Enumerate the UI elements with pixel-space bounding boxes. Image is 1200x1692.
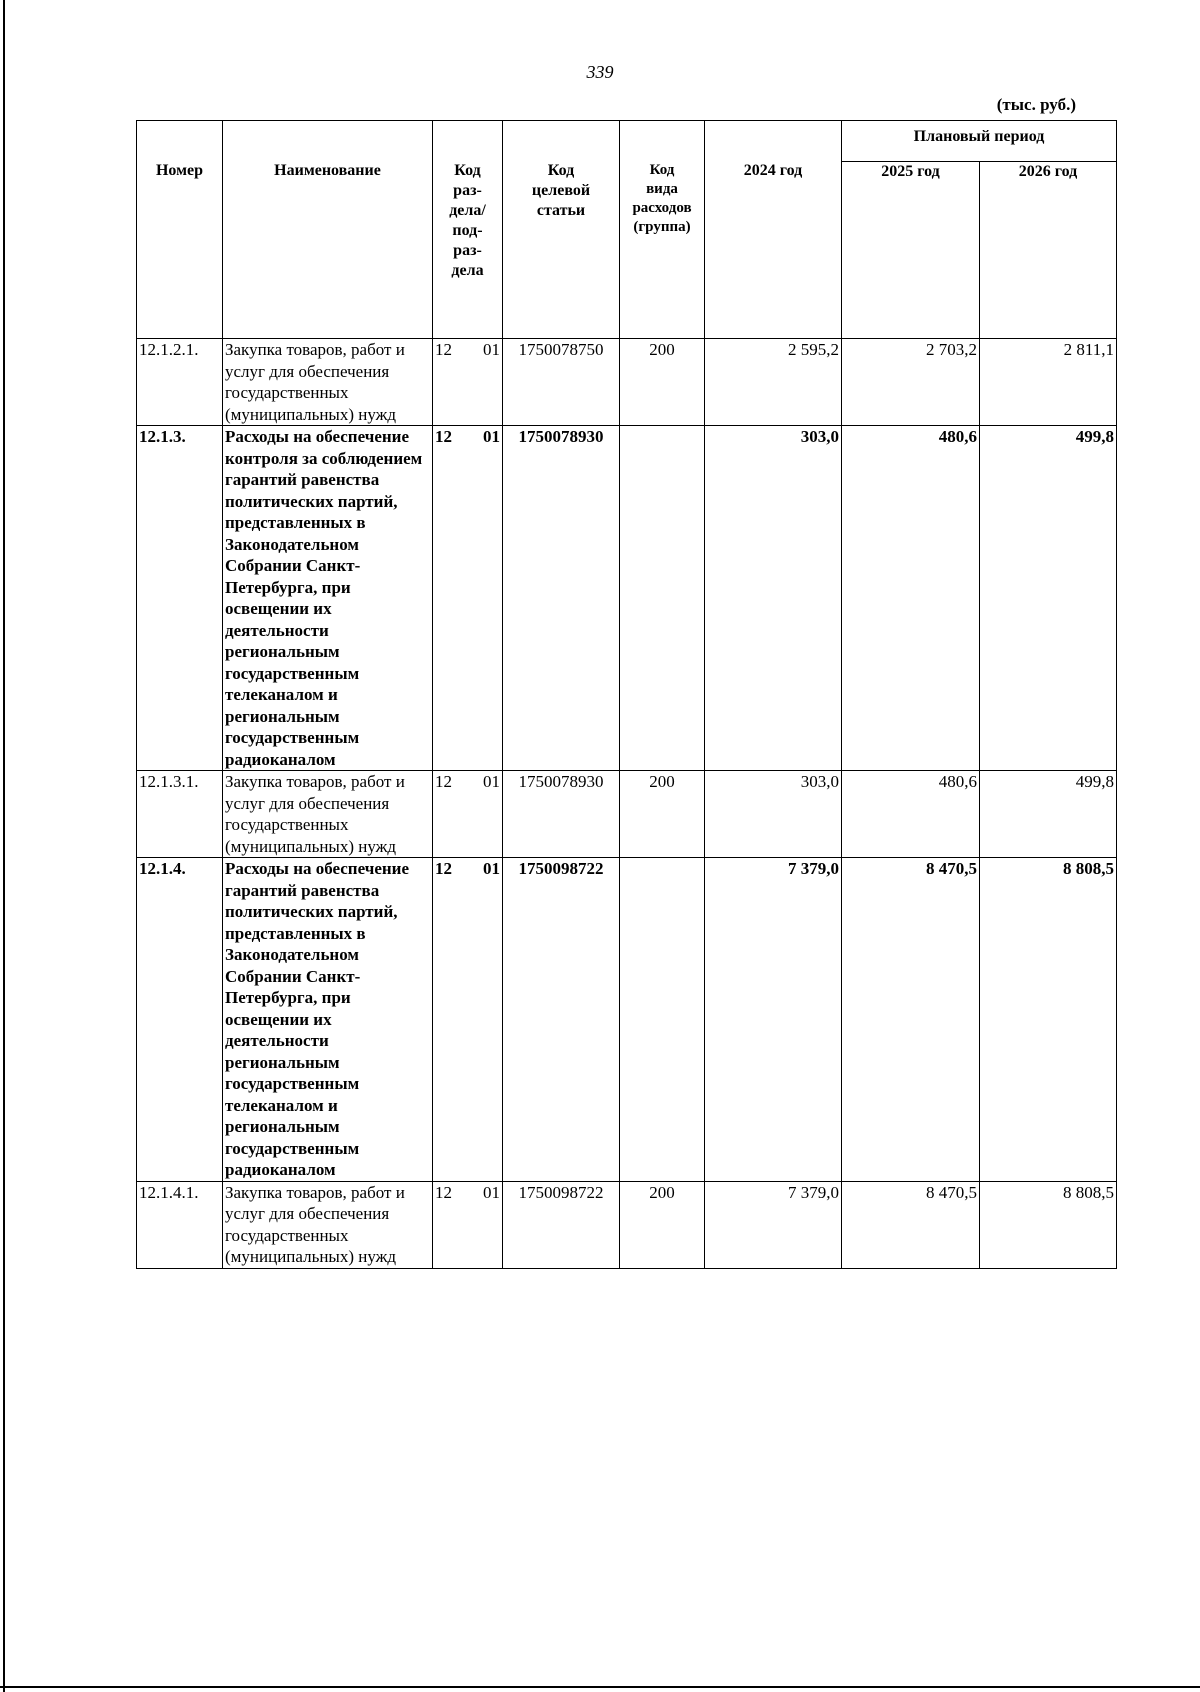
row-name: Закупка товаров, работ и услуг для обеспечения государственных (муниципальных) нужд	[223, 339, 433, 426]
row-target-code: 1750078930	[503, 771, 620, 858]
row-section-code	[433, 1181, 503, 1268]
row-value-2025: 480,6	[842, 771, 980, 858]
row-value-2024: 303,0	[705, 771, 842, 858]
row-subsection: 01	[483, 427, 500, 446]
row-value-2025: 2 703,2	[842, 339, 980, 426]
row-target-code: 1750098722	[503, 1181, 620, 1268]
row-section: 12	[435, 859, 452, 878]
row-target-code: 1750098722	[503, 858, 620, 1182]
row-number: 12.1.3.	[137, 426, 223, 771]
header-expense-type-code: Код вида расходов (группа)	[620, 121, 705, 339]
row-value-2026: 8 808,5	[980, 1181, 1117, 1268]
table-row	[137, 771, 1117, 858]
row-section-code	[433, 339, 503, 426]
row-subsection: 01	[483, 340, 500, 359]
header-section-code: Код раз- дела/ под- раз- дела	[433, 121, 503, 339]
row-value-2026: 499,8	[980, 771, 1117, 858]
row-value-2025: 8 470,5	[842, 1181, 980, 1268]
table-row	[137, 426, 1117, 771]
row-section: 12	[435, 340, 452, 359]
row-name: Закупка товаров, работ и услуг для обеспечения государственных (муниципальных) нужд	[223, 1181, 433, 1268]
row-value-2024: 7 379,0	[705, 858, 842, 1182]
row-value-2026: 499,8	[980, 426, 1117, 771]
units-label: (тыс. руб.)	[996, 95, 1076, 114]
scan-edge-bottom	[0, 1686, 1200, 1688]
header-year-2025: 2025 год	[842, 162, 980, 339]
row-section-code	[433, 771, 503, 858]
header-planned-period: Плановый период	[842, 121, 1117, 162]
row-number: 12.1.2.1.	[137, 339, 223, 426]
row-expense-type: 200	[620, 339, 705, 426]
row-subsection: 01	[483, 859, 500, 878]
row-value-2026: 8 808,5	[980, 858, 1117, 1182]
table-body	[137, 339, 1117, 1269]
row-value-2026: 2 811,1	[980, 339, 1117, 426]
scan-edge-left	[3, 0, 5, 1692]
row-expense-type: 200	[620, 771, 705, 858]
row-value-2024: 7 379,0	[705, 1181, 842, 1268]
row-section-code	[433, 858, 503, 1182]
row-target-code: 1750078750	[503, 339, 620, 426]
row-target-code: 1750078930	[503, 426, 620, 771]
row-section-code	[433, 426, 503, 771]
row-name: Расходы на обеспечение контроля за соблюдением гарантий равенства политических партий, представленных в Законодательном Собрании Санкт-Петербурга, при освещении их деятельности региональным государственным телеканалом и региональным государственным радиоканалом	[223, 426, 433, 771]
header-name: Наименование	[223, 121, 433, 339]
row-expense-type: 200	[620, 1181, 705, 1268]
header-number: Номер	[137, 121, 223, 339]
table-row	[137, 339, 1117, 426]
row-name: Закупка товаров, работ и услуг для обеспечения государственных (муниципальных) нужд	[223, 771, 433, 858]
table-row	[137, 1181, 1117, 1268]
row-section: 12	[435, 427, 452, 446]
budget-table	[136, 120, 1117, 1269]
row-section: 12	[435, 1182, 452, 1202]
row-name: Расходы на обеспечение гарантий равенства политических партий, представленных в Законодательном Собрании Санкт-Петербурга, при освещении их деятельности региональным государственным телеканалом и региональным государственным радиоканалом	[223, 858, 433, 1182]
header-row	[137, 121, 1117, 162]
row-number: 12.1.3.1.	[137, 771, 223, 858]
row-subsection: 01	[483, 1182, 500, 1202]
page-number: 339	[586, 62, 614, 82]
row-subsection: 01	[483, 772, 500, 791]
row-value-2025: 480,6	[842, 426, 980, 771]
row-section: 12	[435, 772, 452, 791]
row-value-2024: 303,0	[705, 426, 842, 771]
header-target-code: Код целевой статьи	[503, 121, 620, 339]
table-row	[137, 858, 1117, 1182]
row-number: 12.1.4.	[137, 858, 223, 1182]
row-expense-type	[620, 426, 705, 771]
row-value-2024: 2 595,2	[705, 339, 842, 426]
row-number: 12.1.4.1.	[137, 1181, 223, 1268]
header-year-2024: 2024 год	[705, 121, 842, 339]
header-year-2026: 2026 год	[980, 162, 1117, 339]
row-value-2025: 8 470,5	[842, 858, 980, 1182]
row-expense-type	[620, 858, 705, 1182]
